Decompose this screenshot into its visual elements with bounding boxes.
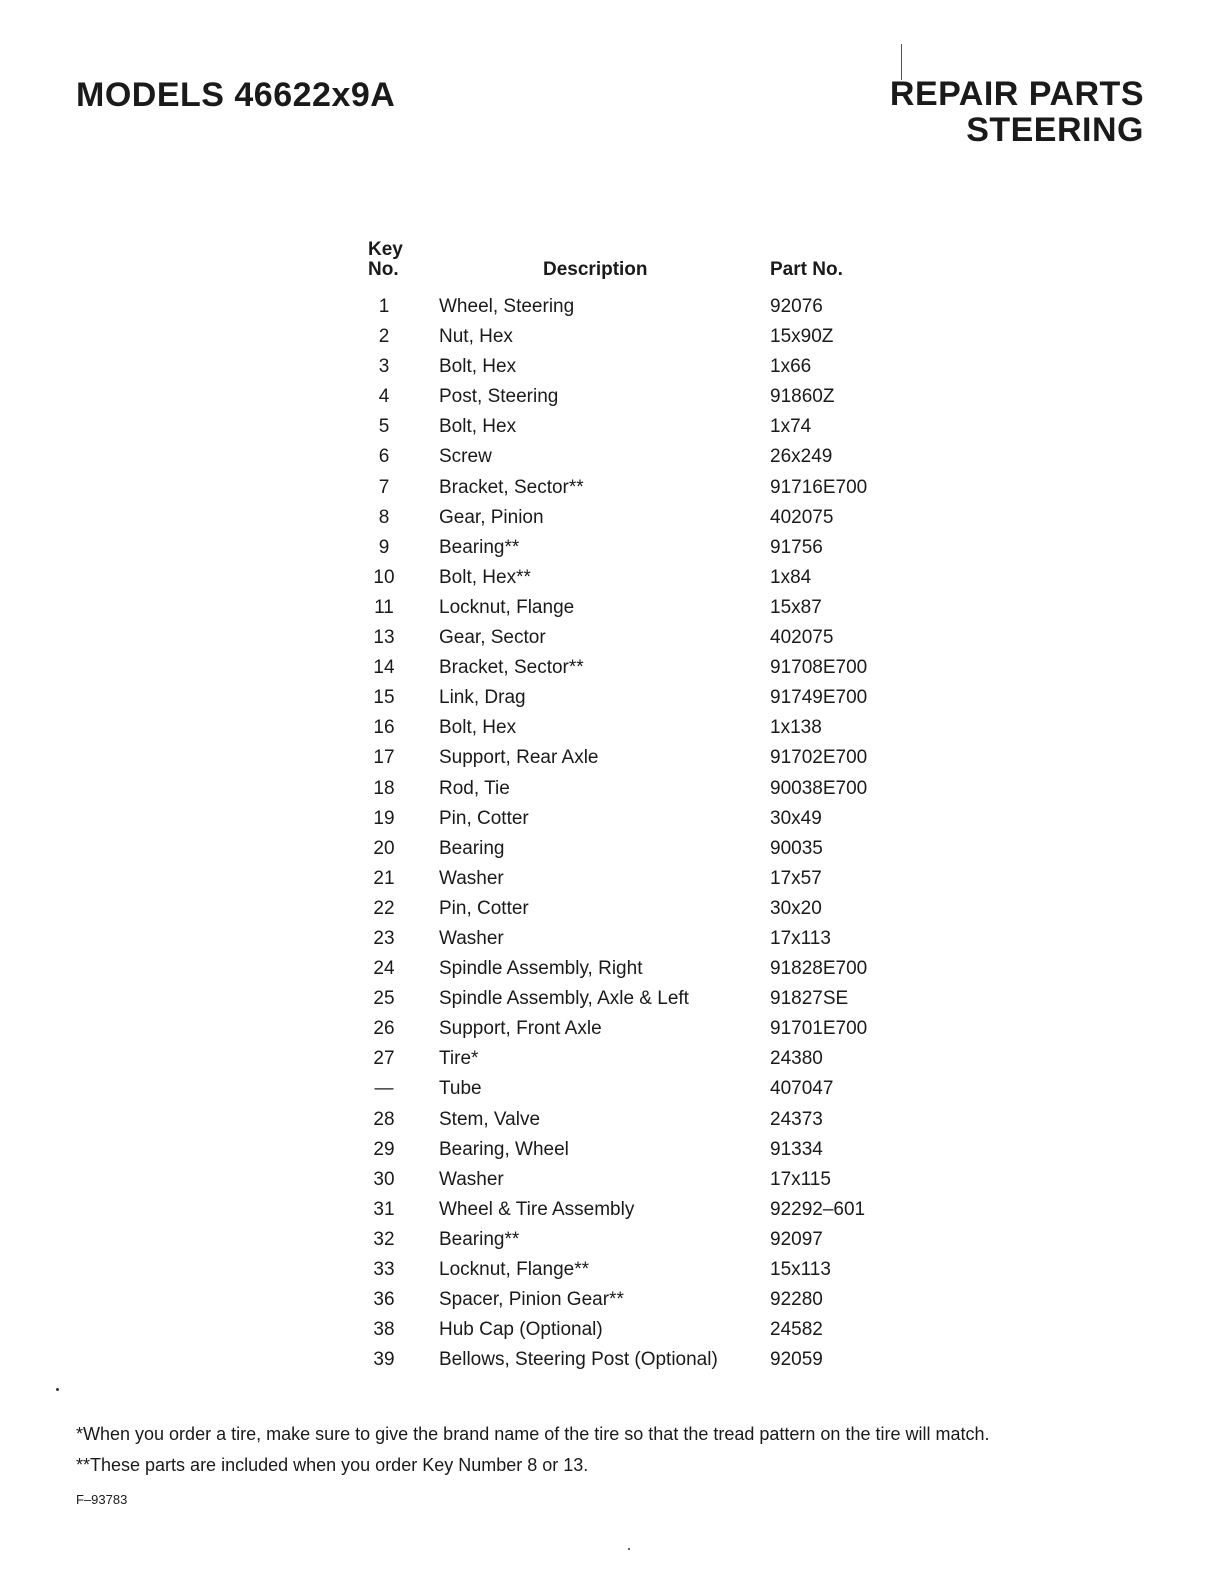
part-number: 17x113 — [770, 927, 831, 949]
part-number: 91749E700 — [770, 687, 868, 709]
part-number: 24582 — [770, 1319, 823, 1341]
part-description: Support, Rear Axle — [439, 747, 599, 769]
part-description: Bolt, Hex — [439, 356, 517, 378]
key-number: 24 — [373, 958, 395, 980]
key-number: 26 — [373, 1018, 395, 1040]
key-number: 17 — [373, 747, 395, 769]
part-description: Wheel & Tire Assembly — [439, 1198, 635, 1220]
part-description: Bearing — [439, 837, 505, 859]
table-row — [0, 473, 1224, 503]
part-description: Pin, Cotter — [439, 897, 529, 919]
key-number: 38 — [373, 1319, 395, 1341]
key-number: — — [374, 1078, 394, 1100]
models-title: MODELS 46622x9A — [76, 76, 396, 114]
footnote-key-number: **These parts are included when you order Key Number 8 or 13. — [76, 1455, 589, 1475]
part-number: 92292–601 — [770, 1198, 866, 1220]
part-description: Locknut, Flange** — [439, 1259, 589, 1280]
key-number: 20 — [373, 837, 395, 859]
table-row — [0, 834, 1224, 864]
part-number: 92097 — [770, 1228, 823, 1250]
key-number: 14 — [373, 657, 395, 679]
key-number: 33 — [373, 1259, 395, 1280]
table-row — [0, 322, 1224, 352]
part-description: Gear, Sector — [439, 627, 546, 649]
part-description: Bolt, Hex — [439, 717, 517, 739]
key-number: 29 — [373, 1138, 395, 1160]
part-description: Pin, Cotter — [439, 807, 529, 829]
key-number: 2 — [378, 326, 390, 348]
key-number: 9 — [378, 536, 390, 558]
column-header-key — [368, 240, 403, 280]
key-number: 32 — [373, 1228, 395, 1250]
table-row — [0, 593, 1224, 623]
key-number: 11 — [374, 596, 394, 618]
section-titles — [890, 76, 1144, 148]
table-row — [0, 382, 1224, 412]
part-description: Bolt, Hex** — [439, 566, 531, 588]
table-row — [0, 864, 1224, 894]
key-number: 31 — [373, 1198, 395, 1220]
part-number: 30x20 — [770, 897, 822, 919]
part-number: 402075 — [770, 627, 834, 649]
part-number: 91827SE — [770, 988, 849, 1010]
key-number: 28 — [373, 1108, 395, 1130]
table-row — [0, 984, 1224, 1014]
part-description: Washer — [439, 927, 504, 949]
part-number: 15x113 — [770, 1259, 831, 1280]
key-number: 27 — [373, 1048, 395, 1070]
key-number: 8 — [378, 506, 390, 528]
table-row — [0, 804, 1224, 834]
table-row — [0, 1014, 1224, 1044]
table-row — [0, 1074, 1224, 1104]
column-header-part-no: Part No. — [770, 259, 843, 280]
key-number: 15 — [373, 687, 395, 709]
table-row — [0, 623, 1224, 653]
table-row — [0, 954, 1224, 984]
part-description: Rod, Tie — [439, 777, 510, 799]
column-header-description: Description — [543, 259, 648, 280]
part-description: Washer — [439, 867, 504, 889]
column-header-key-line1: Key — [368, 239, 403, 260]
table-row — [0, 1165, 1224, 1195]
part-number: 91716E700 — [770, 476, 868, 498]
part-number: 92059 — [770, 1349, 823, 1371]
part-description: Bracket, Sector** — [439, 476, 584, 498]
part-description: Bearing** — [439, 1228, 520, 1250]
part-number: 24373 — [770, 1108, 823, 1130]
part-number: 1x74 — [770, 416, 812, 438]
part-description: Link, Drag — [439, 687, 526, 709]
key-number: 3 — [378, 356, 390, 378]
part-description: Bearing** — [439, 536, 520, 558]
table-row — [0, 1044, 1224, 1074]
key-number: 13 — [373, 627, 395, 649]
table-row — [0, 1195, 1224, 1225]
table-row — [0, 1315, 1224, 1345]
part-number: 90038E700 — [770, 777, 868, 799]
table-row — [0, 563, 1224, 593]
column-header-key-line2: No. — [368, 259, 399, 280]
part-description: Bearing, Wheel — [439, 1138, 569, 1160]
part-number: 91828E700 — [770, 958, 868, 980]
scan-speck — [56, 1388, 59, 1391]
part-number: 1x84 — [770, 566, 812, 588]
part-description: Hub Cap (Optional) — [439, 1319, 603, 1341]
part-description: Gear, Pinion — [439, 506, 544, 528]
table-row — [0, 1345, 1224, 1375]
part-number: 91756 — [770, 536, 823, 558]
table-row — [0, 713, 1224, 743]
part-description: Screw — [439, 446, 492, 468]
part-description: Bolt, Hex — [439, 416, 517, 438]
part-number: 90035 — [770, 837, 823, 859]
part-number: 26x249 — [770, 446, 833, 468]
part-number: 92076 — [770, 296, 823, 317]
part-description: Locknut, Flange — [439, 596, 575, 618]
part-number: 92280 — [770, 1289, 823, 1311]
key-number: 5 — [378, 416, 390, 438]
part-description: Nut, Hex — [439, 326, 513, 348]
part-number: 91860Z — [770, 386, 835, 408]
part-description: Tube — [439, 1078, 482, 1100]
part-number: 1x138 — [770, 717, 822, 739]
part-description: Post, Steering — [439, 386, 559, 408]
part-description: Washer — [439, 1168, 504, 1190]
part-description: Bracket, Sector** — [439, 657, 584, 679]
table-row — [0, 924, 1224, 954]
table-row — [0, 352, 1224, 382]
table-row — [0, 292, 1224, 322]
key-number: 6 — [378, 446, 390, 468]
part-description: Bellows, Steering Post (Optional) — [439, 1349, 718, 1371]
scan-speck — [628, 1548, 630, 1550]
footnote-tire: *When you order a tire, make sure to give the brand name of the tire so that the tread pattern on the tire will match. — [76, 1424, 990, 1444]
table-row — [0, 894, 1224, 924]
table-row — [0, 1285, 1224, 1315]
part-number: 407047 — [770, 1078, 834, 1100]
section-subtitle: STEERING — [966, 111, 1144, 149]
table-row — [0, 442, 1224, 472]
key-number: 21 — [373, 867, 395, 889]
part-number: 91708E700 — [770, 657, 868, 679]
part-number: 17x57 — [770, 867, 822, 889]
part-number: 91334 — [770, 1138, 823, 1160]
key-number: 19 — [373, 807, 395, 829]
part-description: Wheel, Steering — [439, 296, 575, 317]
table-row — [0, 774, 1224, 804]
key-number: 25 — [373, 988, 395, 1010]
key-number: 22 — [373, 897, 395, 919]
part-number: 24380 — [770, 1048, 823, 1070]
section-title: REPAIR PARTS — [889, 75, 1144, 113]
table-row — [0, 503, 1224, 533]
part-number: 91702E700 — [770, 747, 868, 769]
form-number: F–93783 — [76, 1492, 128, 1507]
table-row — [0, 683, 1224, 713]
key-number: 36 — [373, 1289, 395, 1311]
key-number: 16 — [373, 717, 395, 739]
table-row — [0, 743, 1224, 773]
table-row — [0, 533, 1224, 563]
part-description: Support, Front Axle — [439, 1018, 602, 1040]
key-number: 39 — [373, 1349, 395, 1371]
part-number: 15x90Z — [770, 326, 834, 348]
part-description: Spindle Assembly, Right — [439, 958, 643, 980]
table-row — [0, 1225, 1224, 1255]
part-number: 402075 — [770, 506, 834, 528]
key-number: 4 — [378, 386, 390, 408]
key-number: 23 — [373, 927, 395, 949]
part-number: 15x87 — [770, 596, 822, 618]
part-description: Spacer, Pinion Gear** — [439, 1289, 624, 1311]
table-row — [0, 653, 1224, 683]
part-description: Spindle Assembly, Axle & Left — [439, 988, 689, 1010]
part-number: 17x115 — [770, 1168, 831, 1190]
table-row — [0, 1135, 1224, 1165]
table-row — [0, 1105, 1224, 1135]
part-number: 1x66 — [770, 356, 812, 378]
part-description: Tire* — [439, 1048, 479, 1070]
key-number: 1 — [378, 296, 390, 317]
key-number: 7 — [378, 476, 390, 498]
key-number: 30 — [373, 1168, 395, 1190]
table-row — [0, 1255, 1224, 1285]
part-number: 91701E700 — [770, 1018, 868, 1040]
key-number: 18 — [373, 777, 395, 799]
key-number: 10 — [373, 566, 395, 588]
table-row — [0, 412, 1224, 442]
parts-list — [0, 292, 1224, 1375]
part-description: Stem, Valve — [439, 1108, 541, 1130]
part-number: 30x49 — [770, 807, 822, 829]
